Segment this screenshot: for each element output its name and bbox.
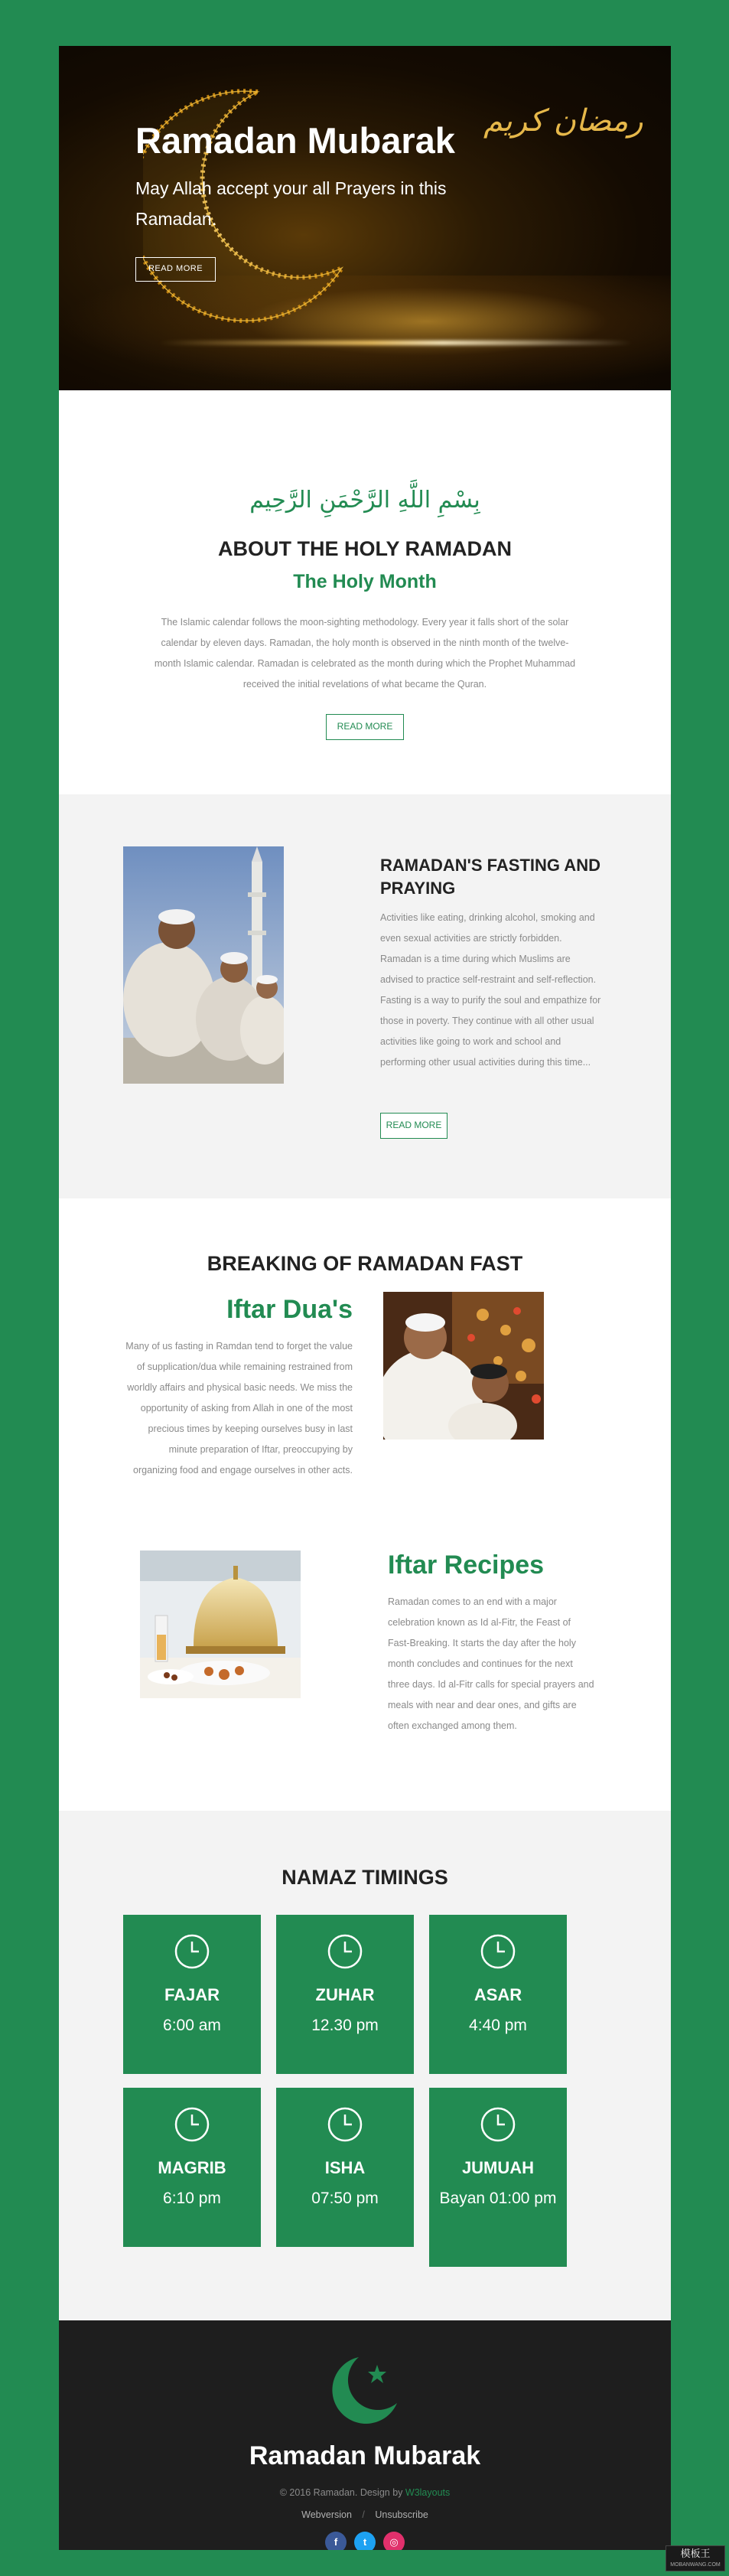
crescent-star-icon <box>328 2353 402 2426</box>
instagram-icon[interactable]: ◎ <box>383 2532 405 2550</box>
copyright-text: © 2016 Ramadan. Design by <box>279 2487 403 2498</box>
hero-calligraphy: رمضان كريم <box>483 103 643 139</box>
bismillah-calligraphy: بِسْمِ اللَّهِ الرَّحْمَنِ الرَّحِيم <box>249 487 480 514</box>
footer-copyright <box>59 2487 671 2498</box>
twitter-icon[interactable]: t <box>354 2532 376 2550</box>
fasting-title: RAMADAN'S FASTING AND PRAYING <box>380 856 600 898</box>
timing-time: 12.30 pm <box>311 2017 379 2034</box>
fasting-text: Activities like eating, drinking alcohol, smoking and even sexual activities are strictly forbidden. Ramadan is a time during which Muslims are advised to practice self-restraint and self-reflection. Fasting is a way to purify the soul and empathize for those in poverty. They continue with all other usual activities like going to work and school and performing other usual activities during this time... <box>380 912 601 1068</box>
facebook-icon[interactable]: f <box>325 2532 347 2550</box>
iftar-prayer-photo <box>383 1292 544 1440</box>
about-subtitle: The Holy Month <box>293 571 437 592</box>
timing-name: FAJAR <box>164 1985 220 2004</box>
iftar-food-photo <box>140 1550 301 1698</box>
about-title: ABOUT THE HOLY RAMADAN <box>217 537 512 560</box>
fasting-read-more-button[interactable]: READ MORE <box>380 1113 447 1139</box>
timing-name: MAGRIB <box>158 2158 226 2177</box>
newsletter-page <box>59 46 671 2550</box>
hero-read-more-button[interactable]: READ MORE <box>135 257 216 282</box>
about-section <box>59 390 671 794</box>
timing-name: ISHA <box>324 2158 366 2177</box>
hero-light-streak <box>158 341 633 345</box>
clock-icon <box>327 2106 363 2143</box>
timing-name: JUMUAH <box>461 2158 535 2177</box>
about-read-more-button[interactable]: READ MORE <box>326 714 404 740</box>
clock-icon <box>480 1933 516 1970</box>
footer-title: Ramadan Mubarak <box>249 2441 481 2470</box>
fasting-section <box>59 794 671 1198</box>
footer-links <box>59 2509 671 2520</box>
timing-time: 6:10 pm <box>163 2190 221 2207</box>
footer <box>59 2320 671 2550</box>
timing-time: 4:40 pm <box>469 2017 527 2034</box>
hero-title: Ramadan Mubarak <box>135 120 455 161</box>
link-separator: / <box>362 2509 365 2520</box>
iftar-recipes-text: Ramadan comes to an end with a major celebration known as Id al-Fitr, the Feast of Fast-Breaking. It starts the day after the holy month concludes and continues for the next three days. Id al-Fitr calls for special prayers and meals with near and dear ones, and gifts are often exchanged among them. <box>388 1596 594 1731</box>
designer-link[interactable]: W3layouts <box>405 2487 451 2498</box>
timing-name: ASAR <box>474 1985 522 2004</box>
namaz-timings-section <box>59 1811 671 2320</box>
hero-banner <box>59 46 671 390</box>
timing-name: ZUHAR <box>315 1985 375 2004</box>
breaking-fast-title: BREAKING OF RAMADAN FAST <box>207 1252 523 1275</box>
praying-men-photo <box>123 846 284 1084</box>
timing-card-zuhar <box>276 1915 414 2074</box>
clock-icon <box>327 1933 363 1970</box>
timing-card-magrib <box>123 2088 261 2247</box>
timing-card-jumuah <box>429 2088 567 2267</box>
watermark-subtext: MOBANWANG.COM <box>670 2562 721 2568</box>
about-text: The Islamic calendar follows the moon-sighting methodology. Every year it falls short of the solar calendar by eleven days. Ramadan, the holy month is observed in the ninth month of the twelve-month Islamic calendar. Ramadan is celebrated as the month during which the Prophet Muhammad received the initial revelations of what became the Quran. <box>154 617 576 690</box>
clock-icon <box>174 1933 210 1970</box>
breaking-fast-section <box>59 1198 671 1811</box>
timing-time: 6:00 am <box>163 2017 221 2034</box>
clock-icon <box>480 2106 516 2143</box>
site-watermark <box>666 2545 725 2571</box>
iftar-duas-title: Iftar Dua's <box>226 1295 353 1324</box>
hero-subtitle: May Allah accept your all Prayers in this Ramadan. <box>135 178 447 229</box>
timing-card-fajar <box>123 1915 261 2074</box>
namaz-timings-title: NAMAZ TIMINGS <box>282 1866 448 1889</box>
timing-card-asar <box>429 1915 567 2074</box>
unsubscribe-link[interactable]: Unsubscribe <box>375 2509 428 2520</box>
timing-time: Bayan 01:00 pm <box>439 2190 557 2207</box>
webversion-link[interactable]: Webversion <box>301 2509 352 2520</box>
iftar-recipes-title: Iftar Recipes <box>388 1550 545 1580</box>
timing-time: 07:50 pm <box>311 2190 379 2207</box>
iftar-duas-text: Many of us fasting in Ramdan tend to forget the value of supplication/dua while remaining restrained from worldly affairs and physical basic needs. We miss the opportunity of asking from Allah in one of the most precious times by keeping ourselves busy in last minute preparation of Iftar, preoccupying by organizing food and engage ourselves in other acts. <box>125 1341 353 1475</box>
timing-card-isha <box>276 2088 414 2247</box>
watermark-text: 模板王 <box>680 2548 711 2559</box>
clock-icon <box>174 2106 210 2143</box>
